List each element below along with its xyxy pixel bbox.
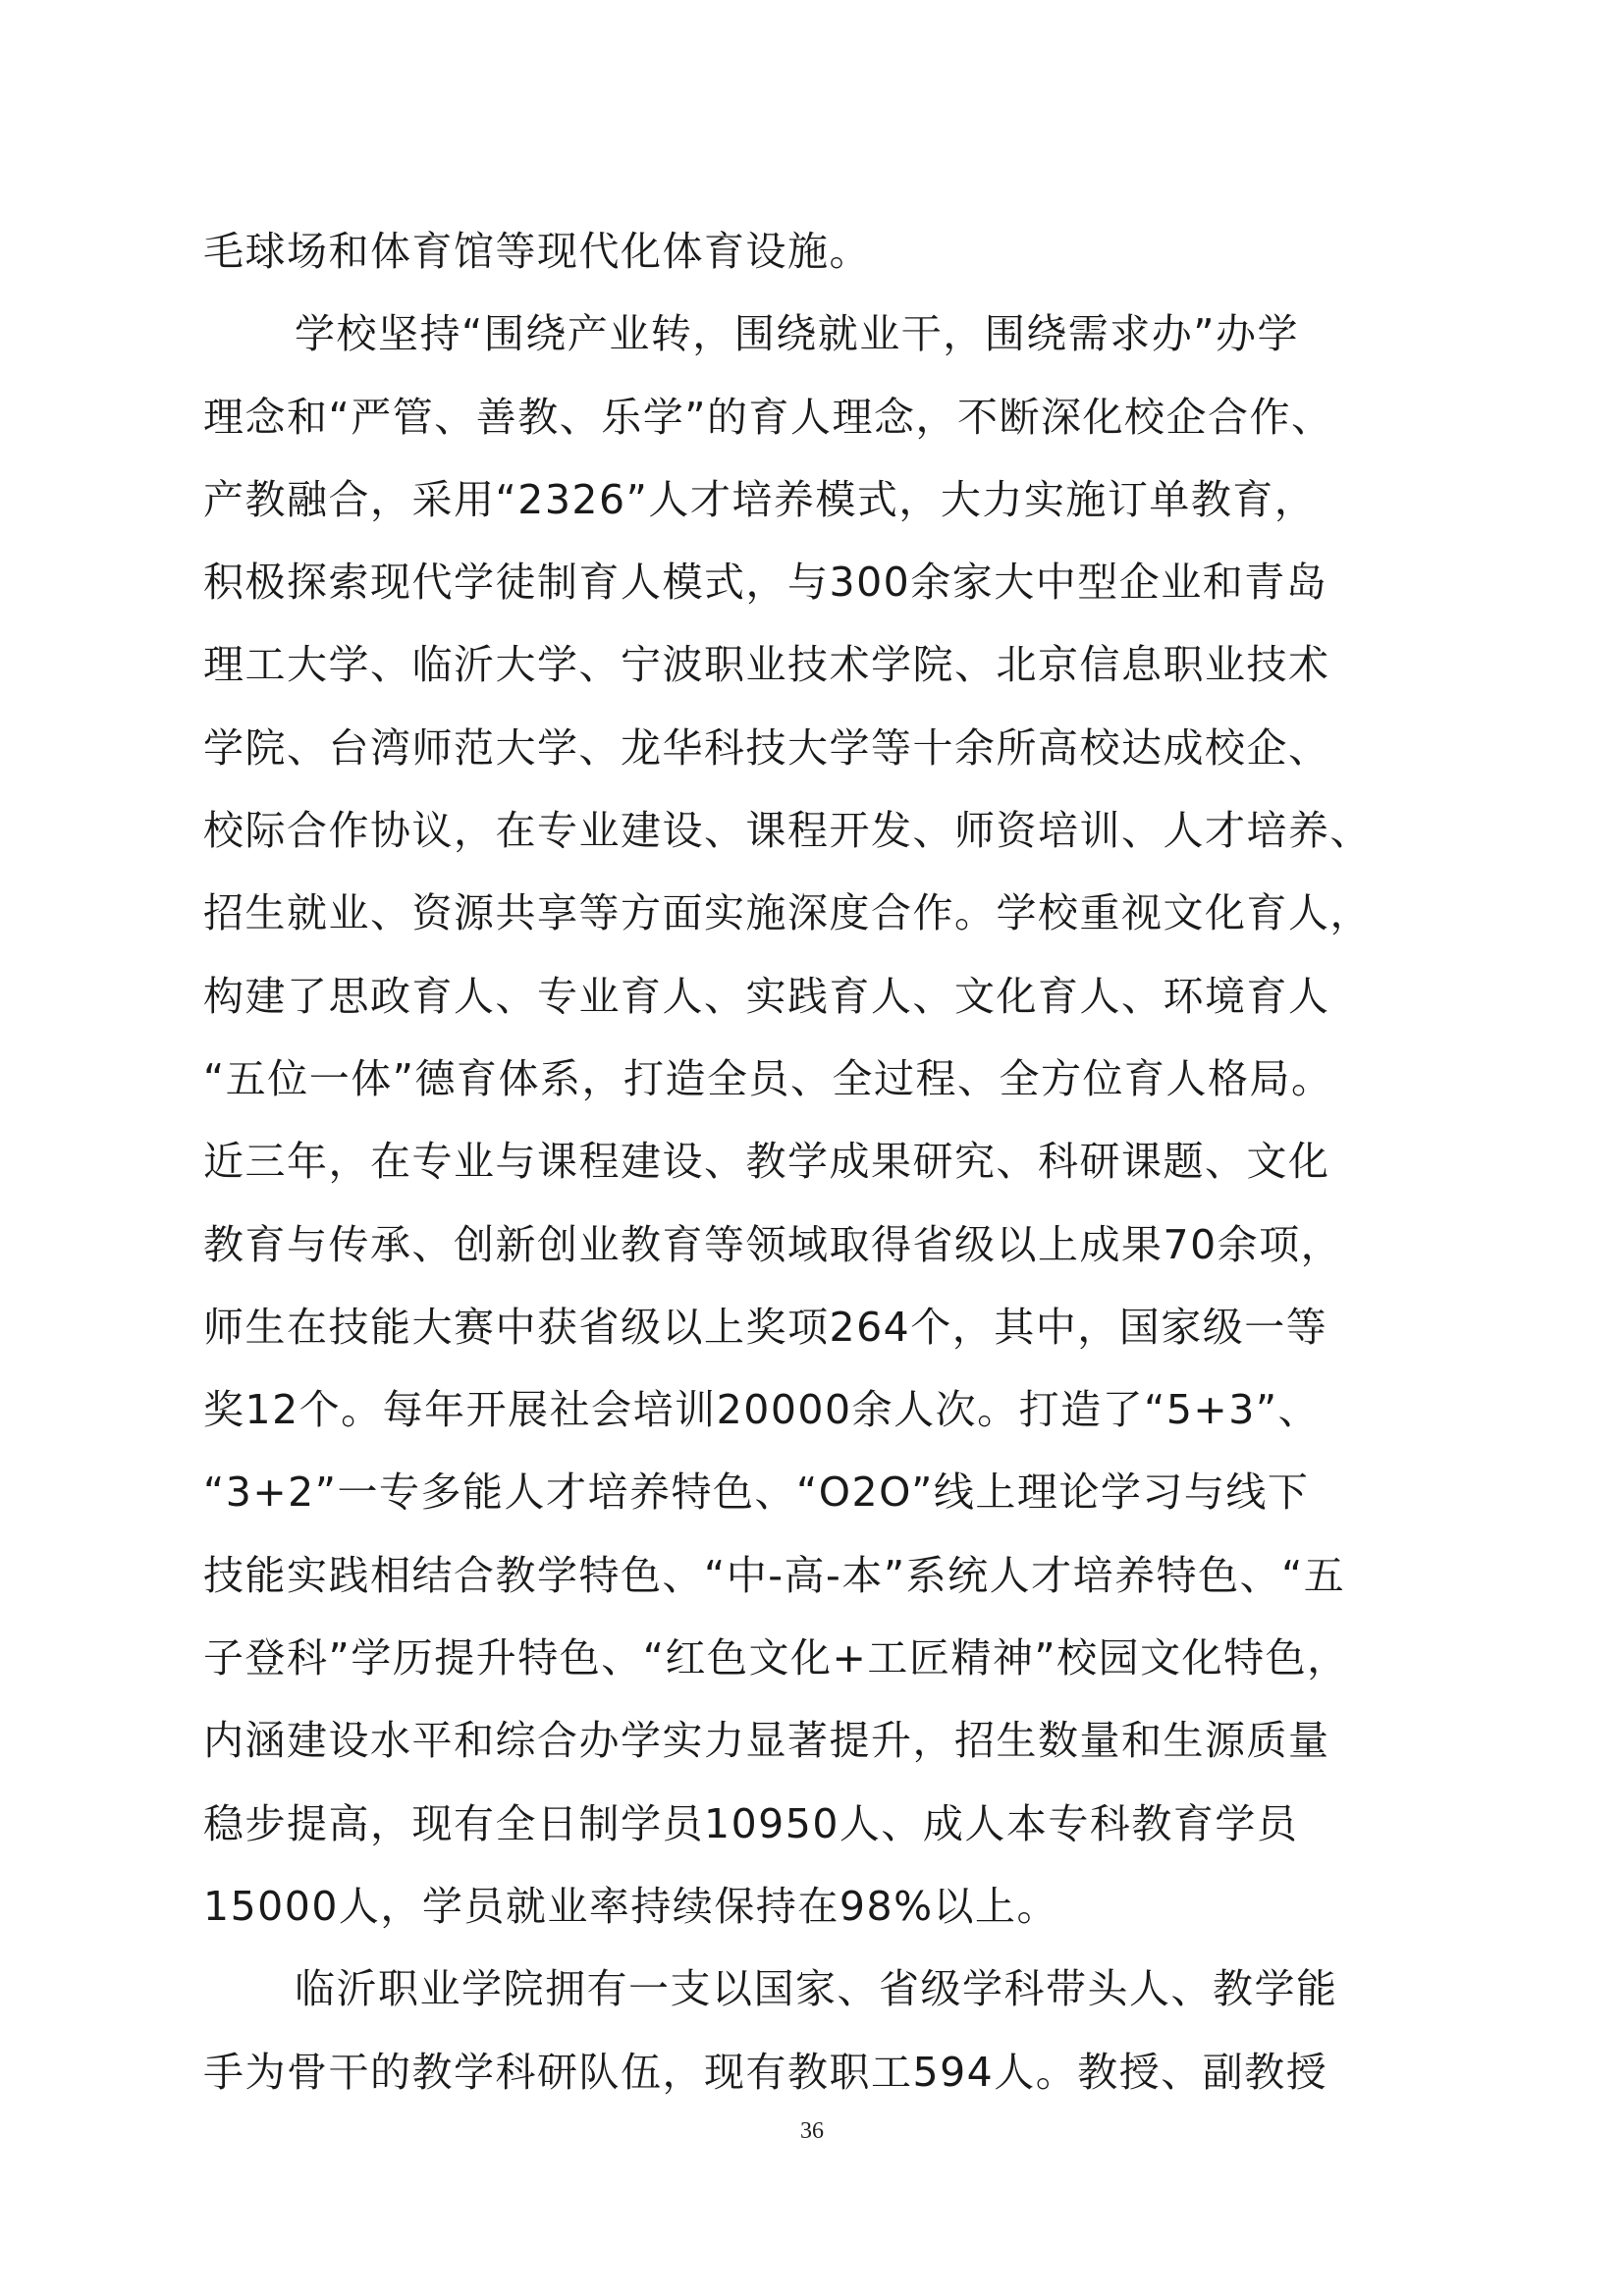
text-line: 奖12个。每年开展社会培训20000余人次。打造了“5+3”、 bbox=[203, 1386, 1321, 1434]
paragraph-start-line: 学校坚持“围绕产业转，围绕就业干，围绕需求办”办学 bbox=[295, 310, 1299, 358]
text-line: “五位一体”德育体系，打造全员、全过程、全方位育人格局。 bbox=[203, 1054, 1333, 1102]
text-line: 理工大学、临沂大学、宁波职业技术学院、北京信息职业技术 bbox=[203, 641, 1330, 689]
page-number: 36 bbox=[800, 2118, 824, 2144]
text-line: 学院、台湾师范大学、龙华科技大学等十余所高校达成校企、 bbox=[203, 723, 1330, 772]
text-line: “3+2”一专多能人才培养特色、“O2O”线上理论学习与线下 bbox=[203, 1468, 1310, 1517]
text-line: 手为骨干的教学科研队伍，现有教职工594人。教授、副教授 bbox=[203, 2048, 1328, 2096]
body-text bbox=[203, 210, 1421, 2113]
text-line: 教育与传承、创新创业教育等领域取得省级以上成果70余项， bbox=[203, 1220, 1343, 1268]
text-line: 招生就业、资源共享等方面实施深度合作。学校重视文化育人， bbox=[203, 889, 1372, 937]
paragraph-start-line: 临沂职业学院拥有一支以国家、省级学科带头人、教学能 bbox=[295, 1965, 1338, 2013]
text-line: 构建了思政育人、专业育人、实践育人、文化育人、环境育人 bbox=[203, 972, 1330, 1020]
text-line: 毛球场和体育馆等现代化体育设施。 bbox=[203, 228, 871, 275]
text-line: 技能实践相结合教学特色、“中-高-本”系统人才培养特色、“五 bbox=[203, 1551, 1346, 1599]
text-line: 内涵建设水平和综合办学实力显著提升，招生数量和生源质量 bbox=[203, 1717, 1330, 1765]
text-line: 校际合作协议，在专业建设、课程开发、师资培训、人才培养、 bbox=[203, 807, 1372, 855]
text-line: 师生在技能大赛中获省级以上奖项264个，其中，国家级一等 bbox=[203, 1303, 1328, 1351]
text-line: 积极探索现代学徒制育人模式，与300余家大中型企业和青岛 bbox=[203, 559, 1328, 607]
text-line: 理念和“严管、善教、乐学”的育人理念，不断深化校企合作、 bbox=[203, 393, 1333, 441]
text-line: 近三年，在专业与课程建设、教学成果研究、科研课题、文化 bbox=[203, 1138, 1330, 1186]
text-line: 15000人，学员就业率持续保持在98%以上。 bbox=[203, 1882, 1059, 1930]
text-line: 稳步提高，现有全日制学员10950人、成人本专科教育学员 bbox=[203, 1799, 1299, 1847]
text-line: 产教融合，采用“2326”人才培养模式，大力实施订单教育， bbox=[203, 475, 1317, 523]
text-line: 子登科”学历提升特色、“红色文化+工匠精神”校园文化特色， bbox=[203, 1634, 1349, 1682]
